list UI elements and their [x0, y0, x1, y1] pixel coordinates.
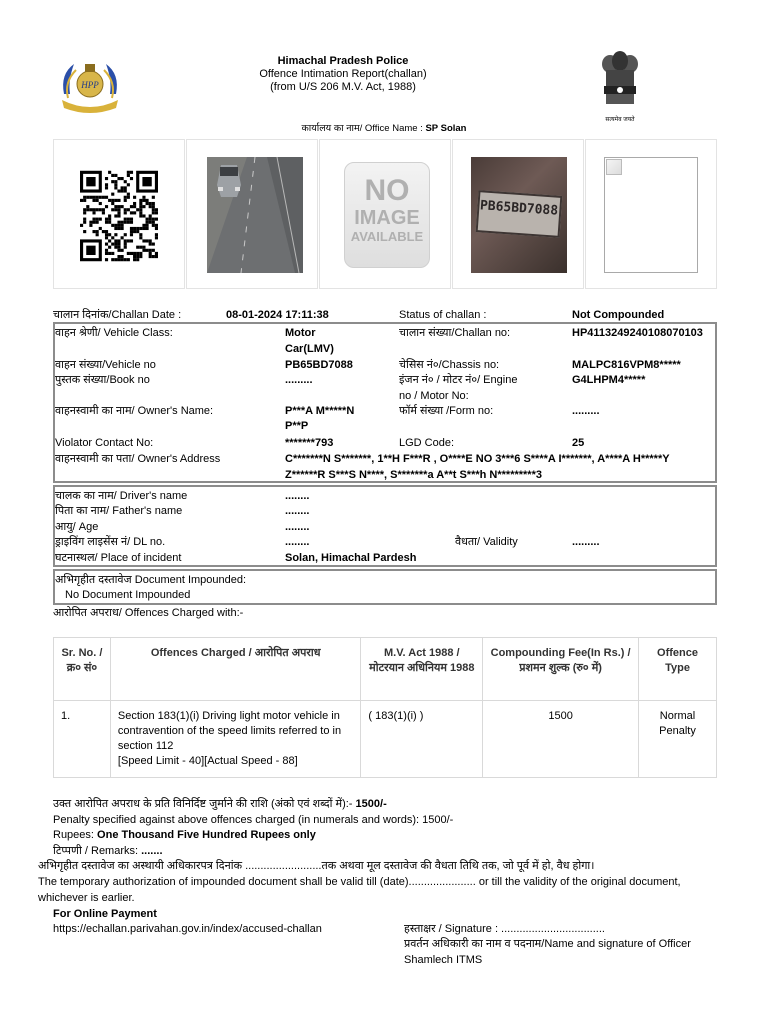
- temporary-authorization-english: The temporary authorization of impounded document shall be valid till (date)...................... or till the validity of the original document, whichever is earlier.: [38, 876, 681, 904]
- dl-no-value: ........: [285, 536, 310, 548]
- contact-label: Violator Contact No:: [55, 437, 154, 449]
- chassis-label: चेसिस नं०/Chassis no:: [399, 359, 500, 371]
- col-fee: Compounding Fee(In Rs.) / प्रशमन शुल्क (रु० में): [483, 638, 639, 701]
- owner-address-label: वाहनस्वामी का पता/ Owner's Address: [55, 453, 221, 465]
- online-payment-url[interactable]: https://echallan.parivahan.gov.in/index/accused-challan: [53, 923, 322, 935]
- chassis-value: MALPC816VPM8*****: [572, 359, 681, 371]
- vehicle-class-label: वाहन श्रेणी/ Vehicle Class:: [55, 327, 173, 339]
- form-no-value: .........: [572, 405, 600, 417]
- broken-image-icon: [606, 159, 622, 175]
- remarks-value: .......: [141, 845, 163, 857]
- age-label: आयु/ Age: [55, 521, 99, 533]
- father-name-label: पिता का नाम/ Father's name: [55, 505, 183, 517]
- cell-act: ( 183(1)(i) ): [361, 701, 483, 778]
- penalty-hindi-text: उक्त आरोपित अपराध के प्रति विनिर्दिष्ट जुर्माने की राशि (अंको एवं शब्दों में):-: [53, 798, 353, 810]
- office-name: [0, 121, 768, 134]
- vehicle-photo-cell: [186, 139, 318, 289]
- no-image-placeholder: NO IMAGE AVAILABLE: [344, 162, 430, 268]
- report-title: Offence Intimation Report(challan): [259, 68, 427, 80]
- number-plate-photo[interactable]: PB65BD7088: [471, 157, 567, 273]
- road-camera-photo[interactable]: [207, 157, 303, 273]
- online-payment-title: For Online Payment: [53, 908, 157, 920]
- org-title: Himachal Pradesh Police: [277, 55, 409, 67]
- penalty-english: Penalty specified against above offences charged (in numerals and words): 1500/-: [53, 814, 454, 826]
- engine-label-1: इंजन नं० / मोटर नं०/ Engine: [399, 374, 518, 386]
- offences-label: आरोपित अपराध/ Offences Charged with:-: [53, 607, 244, 619]
- temporary-authorization-hindi: अभिगृहीत दस्तावेज का अस्थायी अधिकारपत्र दिनांक .........................तक अथवा मूल दस्तावेज की वैधता तिथि तक, जो पूर्व में हो, वैध होगा।: [38, 860, 595, 872]
- vehicle-class-value-2: Car(LMV): [285, 343, 334, 355]
- remarks-label: टिप्पणी / Remarks:: [53, 845, 139, 857]
- cell-offence: [110, 701, 361, 778]
- owner-address-value-2: Z******R S***S N****, S*******a A**t S***h N*********3: [285, 469, 542, 481]
- owner-name-value-2: P**P: [285, 420, 309, 432]
- owner-name-value-1: P***A M*****N: [285, 405, 355, 417]
- engine-value: G4LHPM4*****: [572, 374, 646, 386]
- impound-label: अभिगृहीत दस्तावेज Document Impounded:: [55, 574, 247, 586]
- broken-image: [604, 157, 698, 273]
- table-row: [54, 701, 717, 778]
- office-value: SP Solan: [425, 123, 467, 134]
- lgd-code-value: 25: [572, 437, 585, 449]
- officer-value: Shamlech ITMS: [404, 954, 483, 966]
- act-subtitle: (from U/S 206 M.V. Act, 1988): [270, 81, 416, 93]
- vehicle-no-label: वाहन संख्या/Vehicle no: [55, 359, 156, 371]
- rupees-line: [53, 827, 316, 843]
- office-label: कार्यालय का नाम/ Office Name :: [301, 123, 423, 134]
- impound-value: No Document Impounded: [65, 589, 191, 601]
- hp-police-logo: [54, 54, 126, 116]
- col-sr-no: Sr. No. / क्र० सं०: [54, 638, 111, 701]
- penalty-hindi-value: 1500/-: [355, 798, 387, 810]
- qr-code: [80, 170, 158, 262]
- challan-no-value: HP4113249240108070103: [572, 327, 703, 339]
- place-value: Solan, Himachal Pardesh: [285, 552, 417, 564]
- table-header-row: [54, 638, 717, 701]
- contact-value: *******793: [285, 437, 334, 449]
- number-plate-cell: [452, 139, 584, 289]
- qr-code-cell: [53, 139, 185, 289]
- offence-description: Section 183(1)(i) Driving light motor vehicle in contravention of the speed limits referred to in section 112: [117, 710, 342, 752]
- svg-text:HPP: HPP: [81, 80, 99, 90]
- offences-table: [53, 637, 717, 778]
- lgd-code-label: LGD Code:: [399, 437, 455, 449]
- place-label: घटनास्थल/ Place of incident: [55, 552, 182, 564]
- officer-label: प्रवर्तन अधिकारी का नाम व पदनाम/Name and signature of Officer: [404, 938, 691, 950]
- offence-speed: [Speed Limit - 40][Actual Speed - 88]: [117, 755, 298, 767]
- rupees-value: One Thousand Five Hundred Rupees only: [97, 829, 316, 841]
- book-no-label: पुस्तक संख्या/Book no: [55, 374, 150, 386]
- age-value: ........: [285, 521, 310, 533]
- col-act: M.V. Act 1988 / मोटरयान अधिनियम 1988: [361, 638, 483, 701]
- cell-fee: 1500: [483, 701, 639, 778]
- col-offence: Offences Charged / आरोपित अपराध: [110, 638, 361, 701]
- cell-type: Normal Penalty: [639, 701, 717, 778]
- dl-no-label: ड्राइविंग लाइसेंस नं/ DL no.: [55, 536, 166, 548]
- father-name-value: ........: [285, 505, 310, 517]
- engine-label-2: no / Motor No:: [399, 390, 469, 402]
- vehicle-class-value-1: Motor: [285, 327, 316, 339]
- form-no-label: फॉर्म संख्या /Form no:: [399, 405, 494, 417]
- validity-label: वैधता/ Validity: [455, 536, 518, 548]
- status-label: Status of challan :: [399, 309, 487, 321]
- status-value: Not Compounded: [572, 309, 665, 321]
- broken-image-cell: [585, 139, 717, 289]
- col-type: Offence Type: [639, 638, 717, 701]
- cell-sr-no: 1.: [54, 701, 111, 778]
- driver-name-value: ........: [285, 490, 310, 502]
- national-emblem: [596, 50, 644, 116]
- owner-address-value-1: C*******N S*******, 1**H F***R , O****E NO 3***6 S****A I*******, A****A H*****Y: [285, 453, 670, 465]
- emblem-motto: सत्यमेव जयते: [605, 117, 635, 123]
- vehicle-no-value: PB65BD7088: [285, 359, 353, 371]
- remarks-line: [53, 843, 163, 859]
- validity-value: .........: [572, 536, 600, 548]
- penalty-hindi: [53, 796, 387, 812]
- book-no-value: .........: [285, 374, 313, 386]
- no-image-cell: [319, 139, 451, 289]
- owner-name-label: वाहनस्वामी का नाम/ Owner's Name:: [55, 405, 214, 417]
- challan-date-label: चालान दिनांक/Challan Date :: [53, 309, 182, 321]
- rupees-label: Rupees:: [53, 829, 94, 841]
- challan-date-value: 08-01-2024 17:11:38: [226, 309, 329, 321]
- challan-no-label: चालान संख्या/Challan no:: [399, 327, 511, 339]
- driver-name-label: चालक का नाम/ Driver's name: [55, 490, 188, 502]
- signature-line: हस्ताक्षर / Signature : ..................................: [404, 923, 605, 935]
